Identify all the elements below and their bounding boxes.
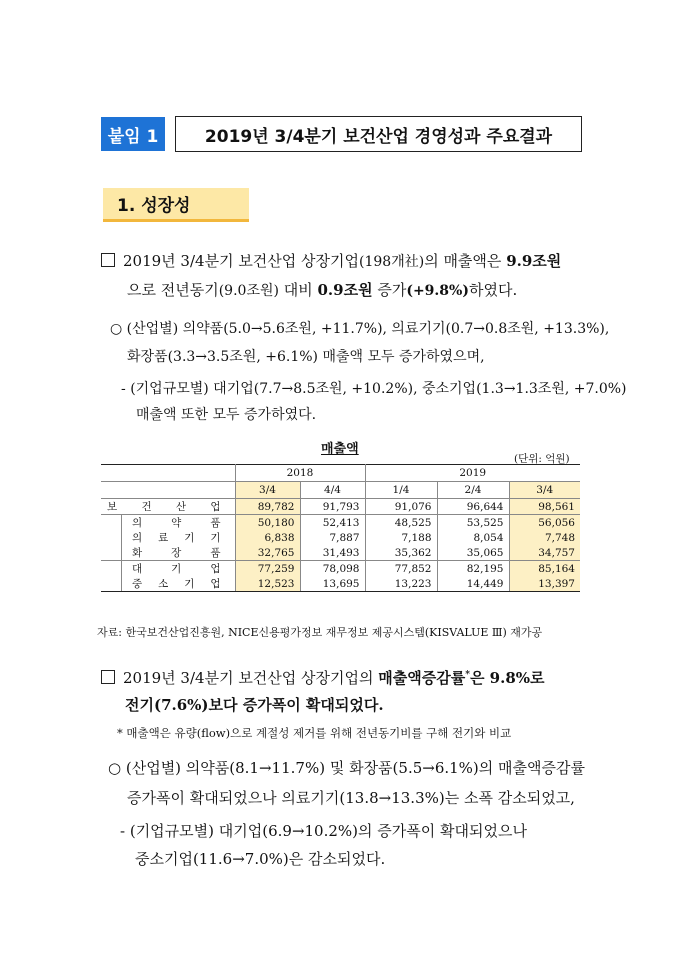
circle-bullet-icon: ○ <box>108 759 126 777</box>
table-source: 자료: 한국보건산업진흥원, NICE신용평가정보 재무정보 제공시스템(KISVALUE Ⅲ) 재가공 <box>97 626 543 639</box>
table-row: 화 장 품 32,765 31,493 35,362 35,065 34,757 <box>101 545 580 561</box>
bullet1-line1: ○ (산업별) 의약품(5.0→5.6조원, +11.7%), 의료기기(0.7→0.8조원, +13.3%), <box>110 321 610 337</box>
year-2018: 2018 <box>235 465 365 482</box>
para2-line1: 2019년 3/4분기 보건산업 상장기업의 매출액증감률*은 9.8%로 <box>101 667 545 688</box>
table-row: 의 약 품 50,180 52,413 48,525 53,525 56,056 <box>101 515 580 531</box>
dash2-line1: - (기업규모별) 대기업(6.9→10.2%)의 증가폭이 확대되었으나 <box>120 822 527 840</box>
table-row: 중 소 기 업 12,523 13,695 13,223 14,449 13,397 <box>101 576 580 592</box>
dash1-line1: - (기업규모별) 대기업(7.7→8.5조원, +10.2%), 중소기업(1.3→1.3조원, +7.0%) <box>121 381 627 397</box>
revenue-table <box>101 464 580 592</box>
footnote: * 매출액은 유량(flow)으로 계절성 제거를 위해 전년동기비를 구해 전기와 비교 <box>117 726 512 740</box>
attachment-badge: 붙임 1 <box>101 117 165 151</box>
table-header-years <box>101 465 580 482</box>
para2-line2: 전기(7.6%)보다 증가폭이 확대되었다. <box>125 696 384 714</box>
para1-line2: 으로 전년동기(9.0조원) 대비 0.9조원 증가(+9.8%)하였다. <box>127 281 518 299</box>
bullet2-line1: ○ (산업별) 의약품(8.1→11.7%) 및 화장품(5.5→6.1%)의 매출액증감률 <box>108 759 585 777</box>
table-caption: 매출액 <box>321 442 359 457</box>
table-unit: (단위: 억원) <box>514 453 570 465</box>
quarter-header: 3/4 <box>509 482 580 499</box>
dash-bullet-icon: - <box>120 822 130 840</box>
para1-line1: 2019년 3/4분기 보건산업 상장기업(198개社)의 매출액은 9.9조원 <box>101 250 561 271</box>
section-heading: 1. 성장성 <box>103 188 249 222</box>
quarter-header: 3/4 <box>235 482 300 499</box>
table-row: 보 건 산 업 89,782 91,793 91,076 96,644 98,561 <box>101 499 580 515</box>
dash2-line2: 중소기업(11.6→7.0%)은 감소되었다. <box>135 850 386 868</box>
table-header-quarters <box>101 482 580 499</box>
circle-bullet-icon: ○ <box>110 321 127 337</box>
checkbox-square-icon <box>101 670 115 684</box>
quarter-header: 1/4 <box>365 482 437 499</box>
bullet2-line2: 증가폭이 확대되었으나 의료기기(13.8→13.3%)는 소폭 감소되었고, <box>127 789 575 807</box>
quarter-header: 2/4 <box>437 482 509 499</box>
quarter-header: 4/4 <box>300 482 365 499</box>
dash-bullet-icon: - <box>121 381 131 397</box>
table-row: 대 기 업 77,259 78,098 77,852 82,195 85,164 <box>101 561 580 577</box>
bullet1-line2: 화장품(3.3→3.5조원, +6.1%) 매출액 모두 증가하였으며, <box>127 349 485 365</box>
checkbox-square-icon <box>101 253 115 267</box>
document-title: 2019년 3/4분기 보건산업 경영성과 주요결과 <box>175 116 582 152</box>
table-row: 의 료 기 기 6,838 7,887 7,188 8,054 7,748 <box>101 530 580 545</box>
dash1-line2: 매출액 또한 모두 증가하였다. <box>136 407 317 423</box>
year-2019: 2019 <box>365 465 580 482</box>
